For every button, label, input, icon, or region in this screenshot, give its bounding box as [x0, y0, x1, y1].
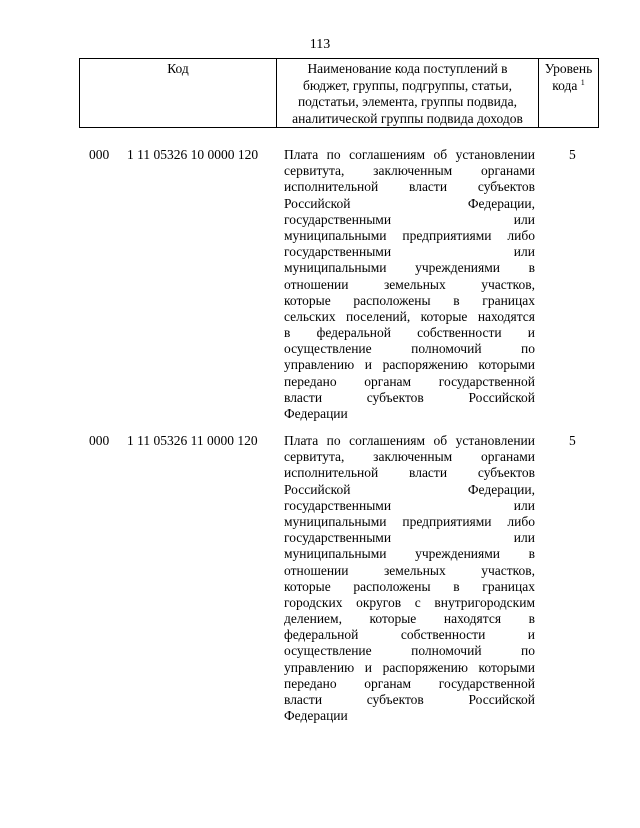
row-code: 1 11 05326 10 0000 120 [127, 147, 259, 162]
description-line: которые расположены в границах [284, 292, 535, 308]
header-name-cell [277, 59, 539, 127]
description-line: государственными или [284, 211, 535, 227]
header-level-line: Уровень [544, 61, 593, 76]
row-description [284, 147, 535, 422]
description-line: делением, которые находятся в [284, 611, 535, 627]
header-name-line: подстатьи, элемента, группы подвида, [297, 94, 518, 109]
row-level: 5 [569, 433, 576, 448]
description-line: сельских поселений, которые находятся [284, 308, 535, 324]
description-line: государственными или [284, 244, 535, 260]
header-code-label: Код [167, 61, 189, 76]
header-level-line: кода [552, 77, 578, 93]
header-name-line: бюджет, группы, подгруппы, статьи, [303, 77, 512, 93]
description-line: отношении земельных участков, [284, 562, 535, 578]
description-line: власти субъектов Российской [284, 389, 535, 405]
description-line: Плата по соглашениям об установлении [284, 433, 535, 448]
description-line: муниципальными предприятиями либо [284, 513, 535, 529]
description-line: Федерации [284, 406, 348, 421]
description-line: сервитута, заключенным органами [284, 449, 535, 465]
header-name-line: аналитической группы подвида доходов [292, 110, 523, 126]
row-code: 1 11 05326 11 0000 120 [127, 433, 258, 448]
description-line: исполнительной власти субъектов [284, 465, 535, 481]
description-line: государственными или [284, 530, 535, 546]
header-name-line: Наименование кода поступлений в [307, 61, 508, 76]
page-number: 113 [309, 37, 331, 52]
description-line: передано органам государственной [284, 373, 535, 389]
description-line: власти субъектов Российской [284, 692, 535, 707]
description-line: муниципальными учреждениями в [284, 260, 535, 276]
row-level: 5 [569, 147, 576, 162]
description-line: исполнительной власти субъектов [284, 179, 535, 195]
description-line: муниципальными учреждениями в [284, 546, 535, 562]
description-line: управлению и распоряжению которыми [284, 659, 535, 675]
description-line: которые расположены в границах [284, 578, 535, 594]
description-line: управлению и распоряжению которыми [284, 357, 535, 373]
description-line: Федерации [284, 708, 348, 724]
row-prefix: 000 [89, 433, 110, 448]
table-header [79, 58, 599, 128]
description-line: отношении земельных участков, [284, 276, 535, 292]
footnote-marker: 1 [580, 77, 585, 87]
description-line: осуществление полномочий по [284, 643, 535, 659]
description-line: городских округов с внутригородским [284, 594, 535, 610]
description-line: Российской Федерации, [284, 481, 535, 497]
description-line: Российской Федерации, [284, 195, 535, 211]
header-level-cell [539, 59, 598, 127]
description-line: осуществление полномочий по [284, 341, 535, 357]
description-line: Плата по соглашениям об установлении [284, 147, 535, 162]
row-description [284, 433, 535, 724]
description-line: муниципальными предприятиями либо [284, 227, 535, 243]
description-line: передано органам государственной [284, 675, 535, 691]
header-code-cell [80, 59, 277, 127]
description-line: сервитута, заключенным органами [284, 163, 535, 179]
description-line: в федеральной собственности и [284, 325, 535, 341]
description-line: государственными или [284, 497, 535, 513]
description-line: федеральной собственности и [284, 627, 535, 643]
row-prefix: 000 [89, 147, 110, 162]
